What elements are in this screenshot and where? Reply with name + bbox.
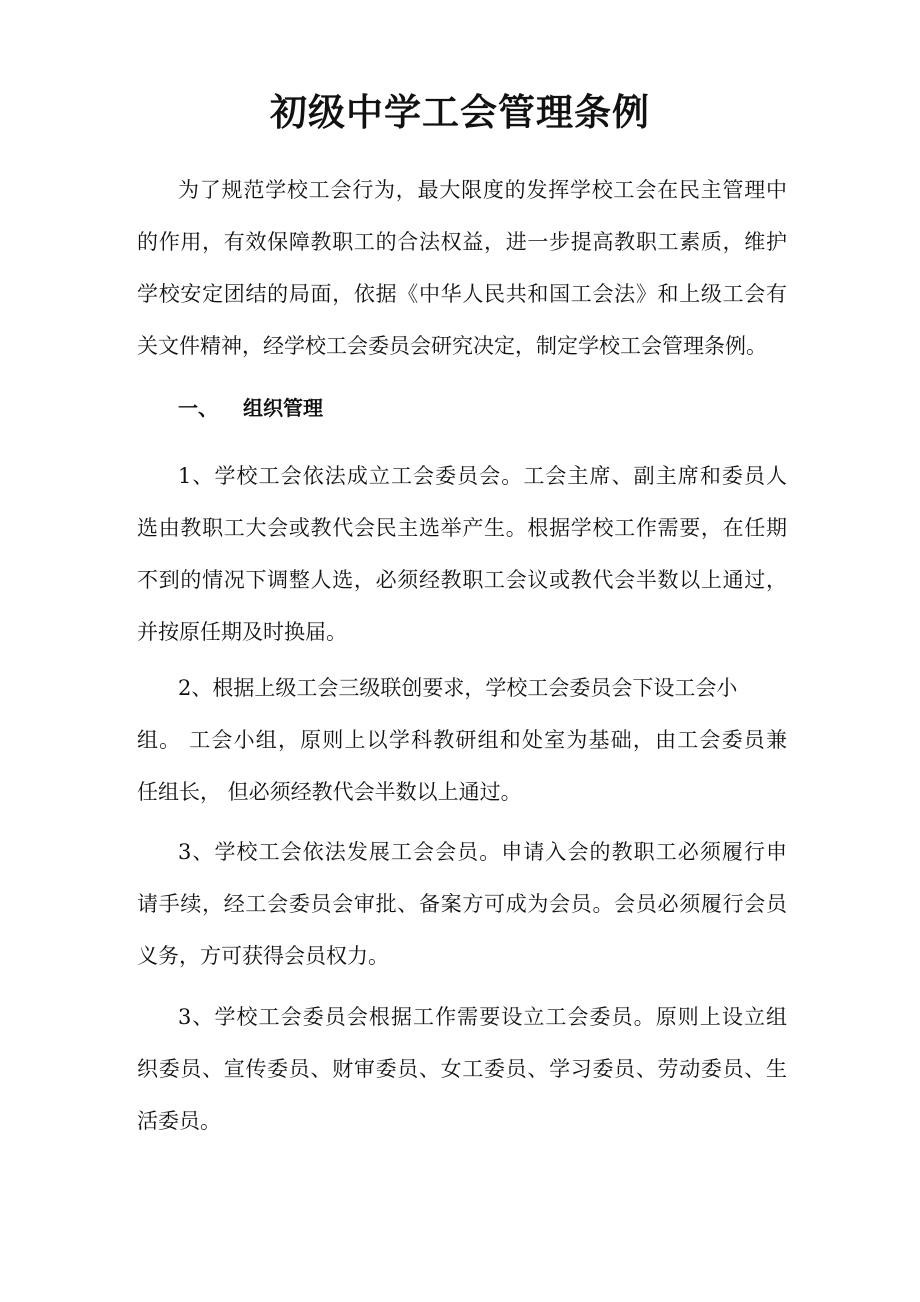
- section-heading-text: 组织管理: [243, 396, 323, 420]
- clause-line: 3、学校工会依法发展工会会员。申请入会的教职工必须履行申: [178, 840, 787, 864]
- section-heading: [178, 384, 323, 432]
- section-number: 一、: [178, 396, 218, 420]
- clause-line: 2、根据上级工会三级联创要求，学校工会委员会下设工会小: [178, 676, 738, 700]
- clause-line: 请手续，经工会委员会审批、备案方可成为会员。会员必须履行会员: [137, 892, 787, 916]
- clause-4-paragraph: [137, 991, 787, 1147]
- clause-line: 不到的情况下调整人选，必须经教职工会议或教代会半数以上通过，: [137, 568, 787, 592]
- intro-paragraph: [137, 164, 787, 372]
- intro-line: 学校安定团结的局面，依据《中华人民共和国工会法》和上级工会有: [137, 282, 787, 306]
- clause-line: 义务，方可获得会员权力。: [137, 944, 389, 968]
- clause-line: 1、学校工会依法成立工会委员会。工会主席、副主席和委员人: [178, 464, 787, 488]
- clause-line: 任组长， 但必须经教代会半数以上通过。: [137, 780, 522, 804]
- clause-line: 织委员、宣传委员、财审委员、女工委员、学习委员、劳动委员、生: [137, 1057, 787, 1081]
- clause-line: 并按原任期及时换届。: [137, 620, 347, 644]
- intro-line: 的作用，有效保障教职工的合法权益，进一步提高教职工素质，维护: [137, 230, 787, 254]
- intro-line: 为了规范学校工会行为，最大限度的发挥学校工会在民主管理中: [178, 178, 787, 202]
- clause-2-paragraph: [137, 662, 787, 818]
- document-title: 初级中学工会管理条例: [270, 90, 650, 134]
- clause-1-paragraph: [137, 450, 787, 658]
- clause-line: 组。 工会小组，原则上以学科教研组和处室为基础，由工会委员兼: [137, 728, 787, 752]
- intro-line: 关文件精神，经学校工会委员会研究决定，制定学校工会管理条例。: [137, 334, 767, 358]
- clause-line: 活委员。: [137, 1109, 221, 1133]
- clause-line: 3、学校工会委员会根据工作需要设立工会委员。原则上设立组: [178, 1005, 787, 1029]
- clause-3-paragraph: [137, 826, 787, 982]
- clause-line: 选由教职工大会或教代会民主选举产生。根据学校工作需要，在任期: [137, 516, 787, 540]
